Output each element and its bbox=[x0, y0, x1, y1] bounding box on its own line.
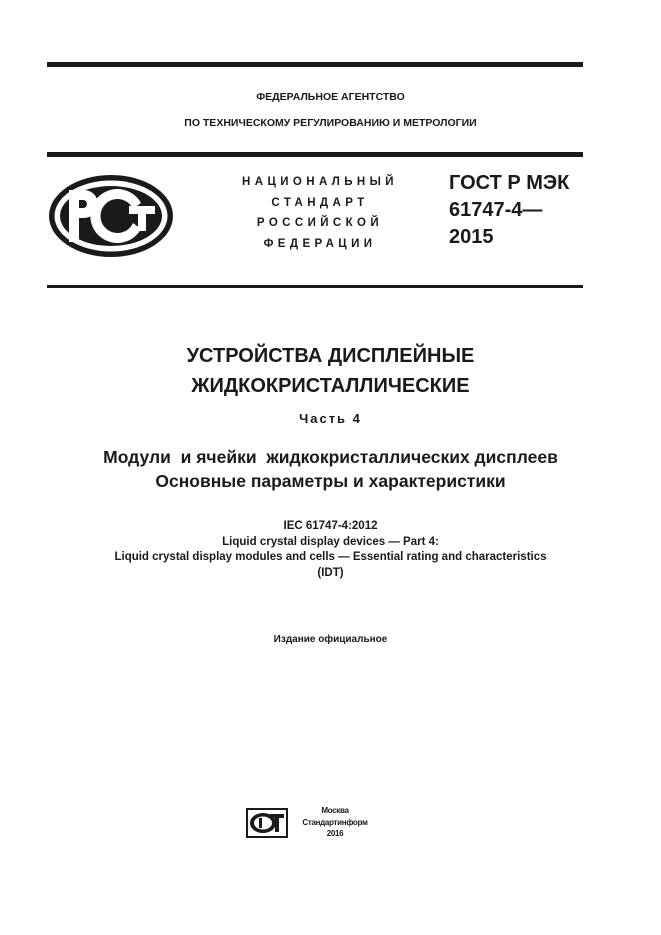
document-title bbox=[0, 341, 661, 401]
subtitle-line-1: Модули и ячейки жидкокристаллических дисплеев bbox=[103, 447, 558, 467]
standard-type-line-2: СТАНДАРТ bbox=[271, 196, 369, 209]
iec-reference bbox=[0, 519, 661, 581]
title-line-2: ЖИДКОКРИСТАЛЛИЧЕСКИЕ bbox=[191, 375, 470, 397]
document-subtitle bbox=[0, 445, 661, 493]
bottom-rule bbox=[47, 285, 583, 288]
edition-label: Издание официальное bbox=[273, 634, 388, 645]
agency-line-1: ФЕДЕРАЛЬНОЕ АГЕНТСТВО bbox=[256, 91, 405, 103]
gost-line-2: 61747-4— bbox=[449, 199, 543, 221]
standard-type-line-1: НАЦИОНАЛЬНЫЙ bbox=[242, 176, 398, 188]
gost-line-1: ГОСТ Р МЭК bbox=[449, 172, 570, 194]
standard-type-line-4: ФЕДЕРАЦИИ bbox=[263, 237, 377, 250]
iec-line-3: Liquid crystal display modules and cells — Essential rating and characteristics bbox=[114, 551, 547, 563]
national-standard-label bbox=[230, 172, 410, 254]
gost-r-certification-logo-icon bbox=[47, 173, 175, 259]
title-line-1: УСТРОЙСТВА ДИСПЛЕЙНЫЕ bbox=[186, 345, 475, 367]
publisher-city: Москва bbox=[321, 806, 349, 815]
publisher-info bbox=[290, 805, 380, 840]
iec-line-4: (IDT) bbox=[317, 566, 344, 579]
part-label: Часть 4 bbox=[299, 411, 362, 426]
iec-line-2: Liquid crystal display devices — Part 4: bbox=[222, 535, 439, 548]
publisher-name: Стандартинформ bbox=[302, 817, 368, 827]
subtitle-line-2: Основные параметры и характеристики bbox=[155, 471, 506, 491]
top-rule bbox=[47, 62, 583, 67]
standartinform-logo-icon bbox=[246, 808, 288, 838]
iec-line-1: IEC 61747-4:2012 bbox=[283, 520, 378, 532]
standard-type-line-3: РОССИЙСКОЙ bbox=[256, 217, 384, 229]
gost-line-3: 2015 bbox=[449, 226, 494, 248]
publisher-year: 2016 bbox=[326, 829, 344, 838]
gost-designation bbox=[449, 170, 569, 251]
agency-line-2: ПО ТЕХНИЧЕСКОМУ РЕГУЛИРОВАНИЮ И МЕТРОЛОГИИ bbox=[184, 117, 477, 129]
middle-rule bbox=[47, 152, 583, 157]
